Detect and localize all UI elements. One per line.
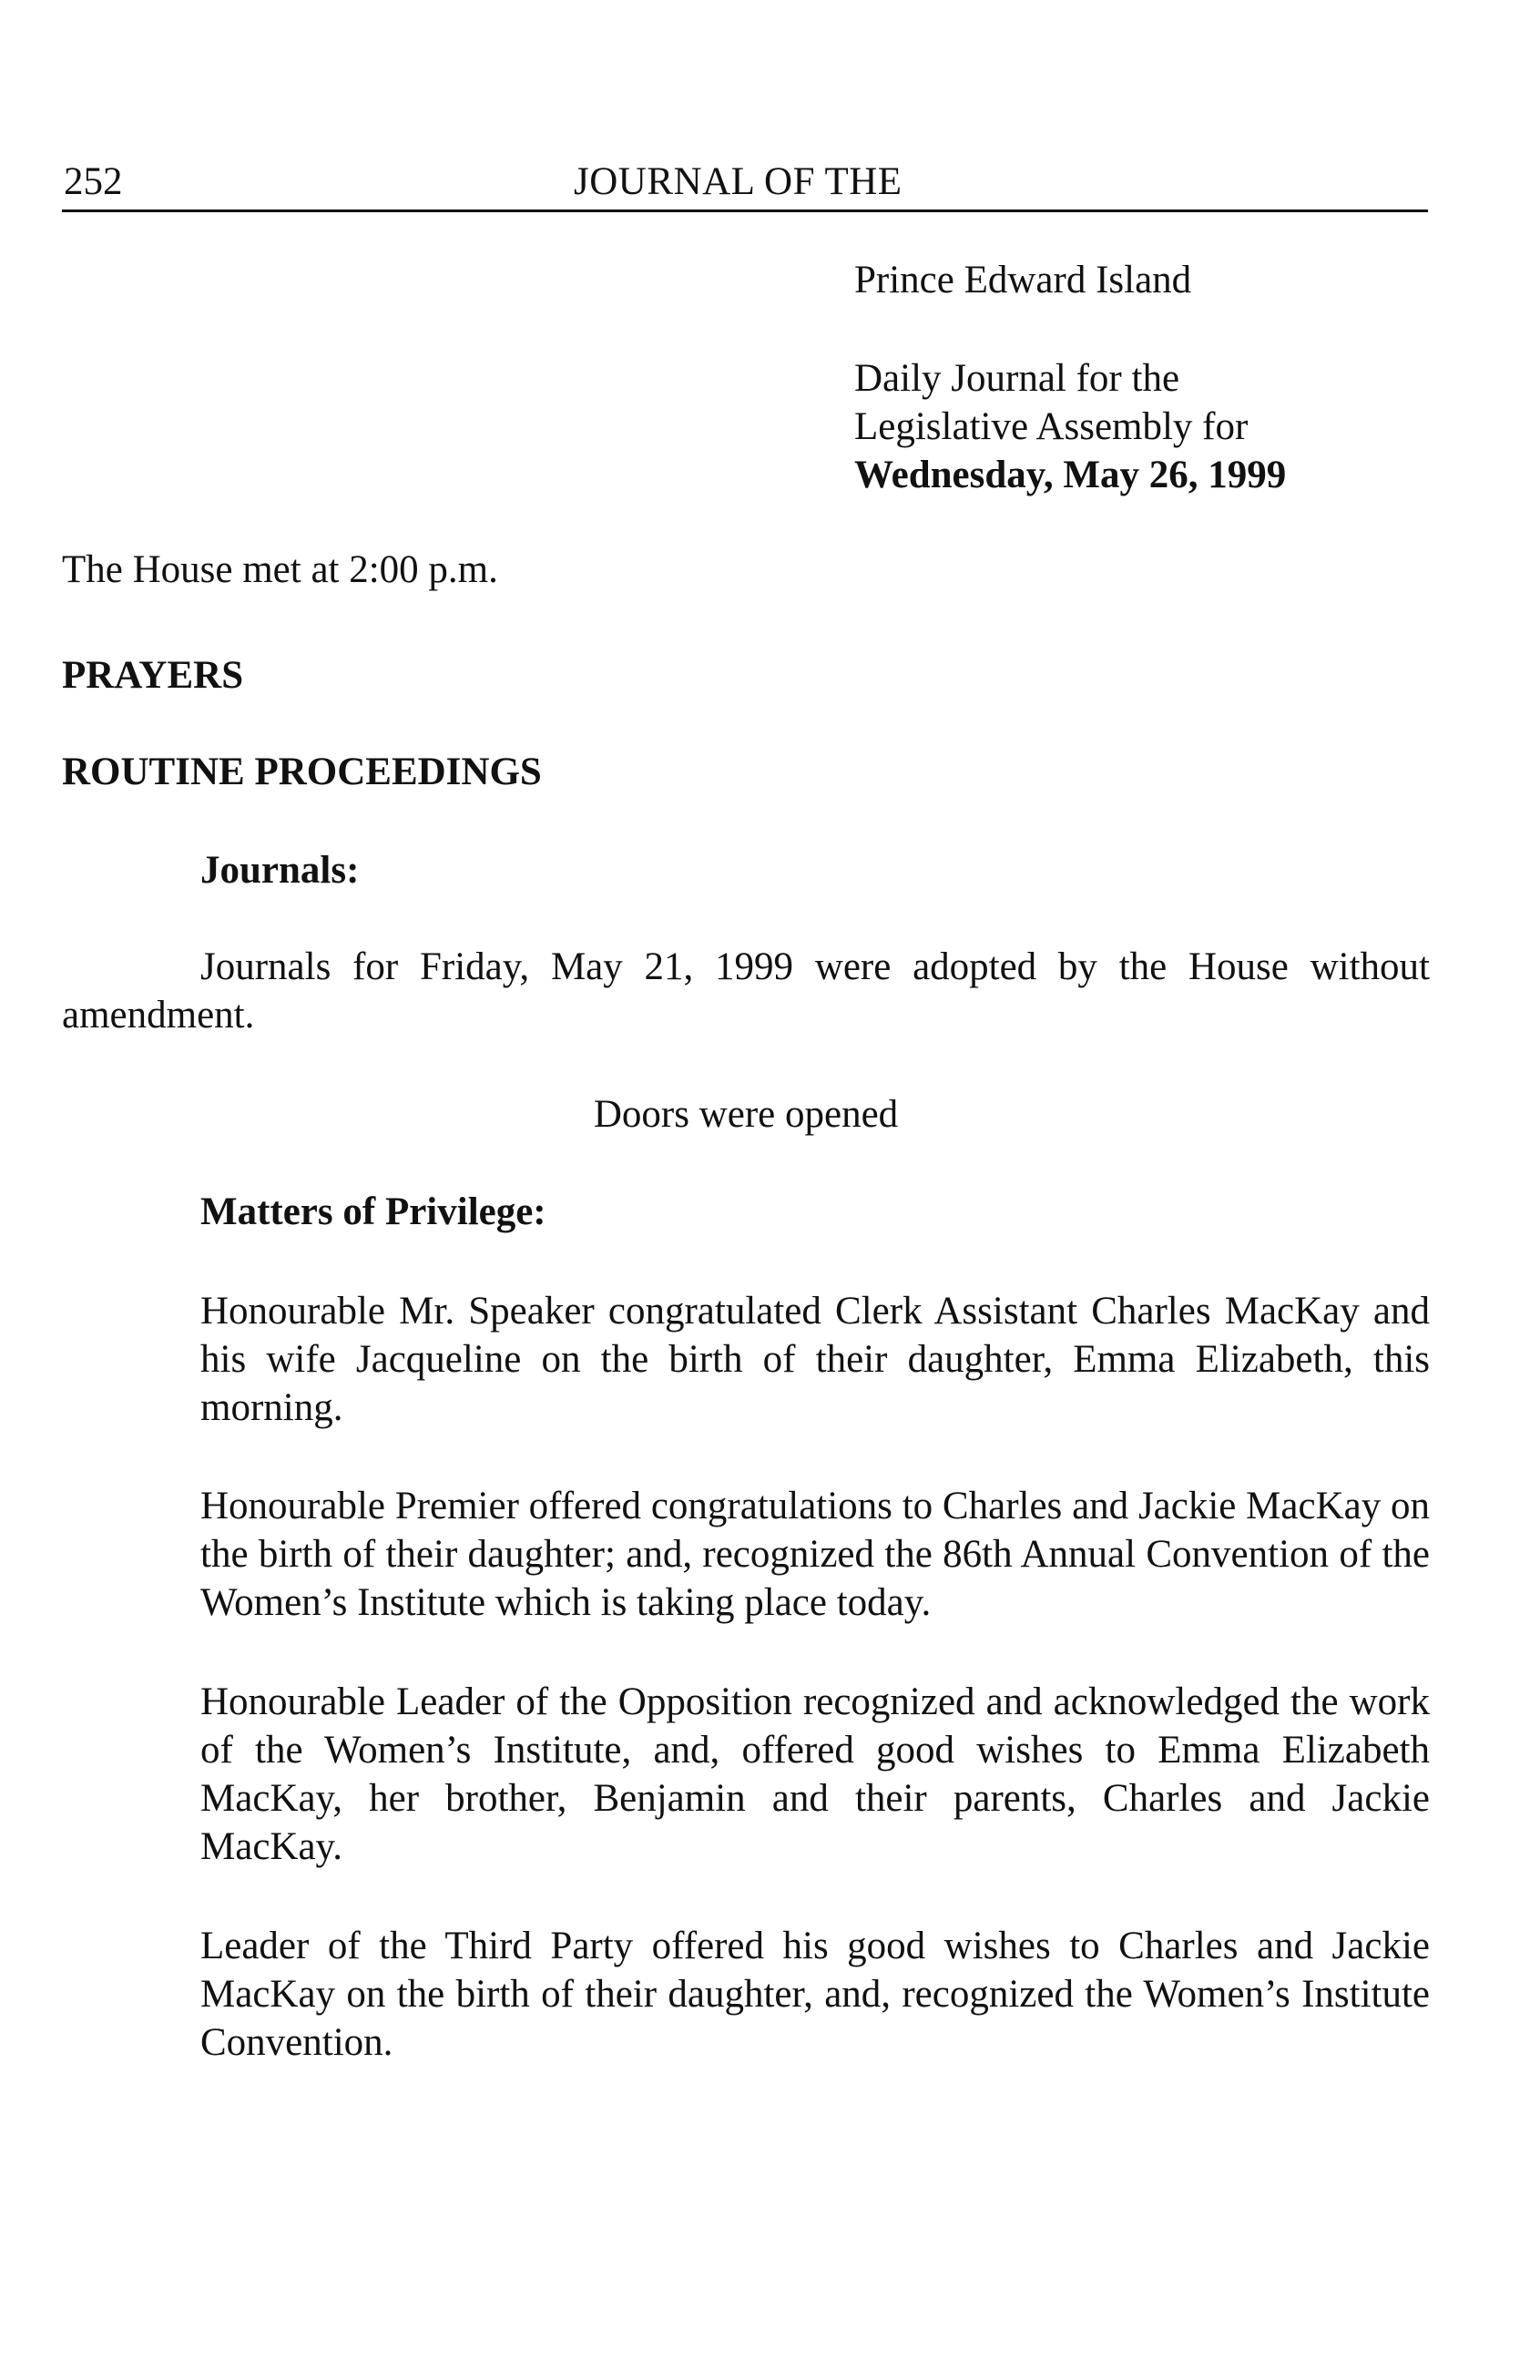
- page-header: [62, 155, 1428, 211]
- premier-remarks: Honourable Premier offered congratulations to Charles and Jackie MacKay on the birth of their daughter; and, recognized the 86th Annual Convention of the Women’s Institute which is taking place today.: [200, 1485, 1430, 1624]
- privilege-paragraph: [200, 1288, 1430, 1433]
- masthead-line-2: Legislative Assembly for: [854, 404, 1249, 448]
- masthead-line-1: Daily Journal for the: [854, 356, 1180, 400]
- province-name: Prince Edward Island: [854, 259, 1192, 301]
- third-party-leader-remarks: Leader of the Third Party offered his good wishes to Charles and Jackie MacKay on the birth of their daughter, and, recognized the Women’s Institute Convention.: [200, 1925, 1430, 2064]
- journals-paragraph: [62, 944, 1430, 1040]
- privilege-paragraph: [200, 1923, 1430, 2068]
- opening-statement: The House met at 2:00 p.m.: [62, 548, 498, 591]
- privilege-heading: Matters of Privilege:: [200, 1190, 546, 1233]
- privilege-paragraph: [200, 1679, 1430, 1872]
- journals-text: Journals for Friday, May 21, 1999 were adopted by the House without amendment.: [62, 945, 1430, 1037]
- speaker-remarks: Honourable Mr. Speaker congratulated Clerk Assistant Charles MacKay and his wife Jacqueline on the birth of their daughter, Emma Elizabeth, this morning.: [200, 1290, 1430, 1429]
- opposition-leader-remarks: Honourable Leader of the Opposition recognized and acknowledged the work of the Women’s Institute, and, offered good wishes to Emma Elizabeth MacKay, her brother, Benjamin and their parents, Charles and Jackie MacKay.: [200, 1680, 1430, 1868]
- routine-proceedings-heading: ROUTINE PROCEEDINGS: [62, 751, 542, 793]
- page-number: 252: [64, 160, 123, 203]
- prayers-heading: PRAYERS: [62, 654, 244, 697]
- journal-masthead: [854, 257, 1419, 500]
- header-rule: [62, 209, 1428, 212]
- privilege-paragraph: [200, 1483, 1430, 1628]
- doors-opened-note: Doors were opened: [593, 1093, 899, 1136]
- sitting-date: Wednesday, May 26, 1999: [854, 453, 1287, 496]
- running-title: JOURNAL OF THE: [574, 160, 903, 203]
- journals-heading: Journals:: [200, 849, 360, 892]
